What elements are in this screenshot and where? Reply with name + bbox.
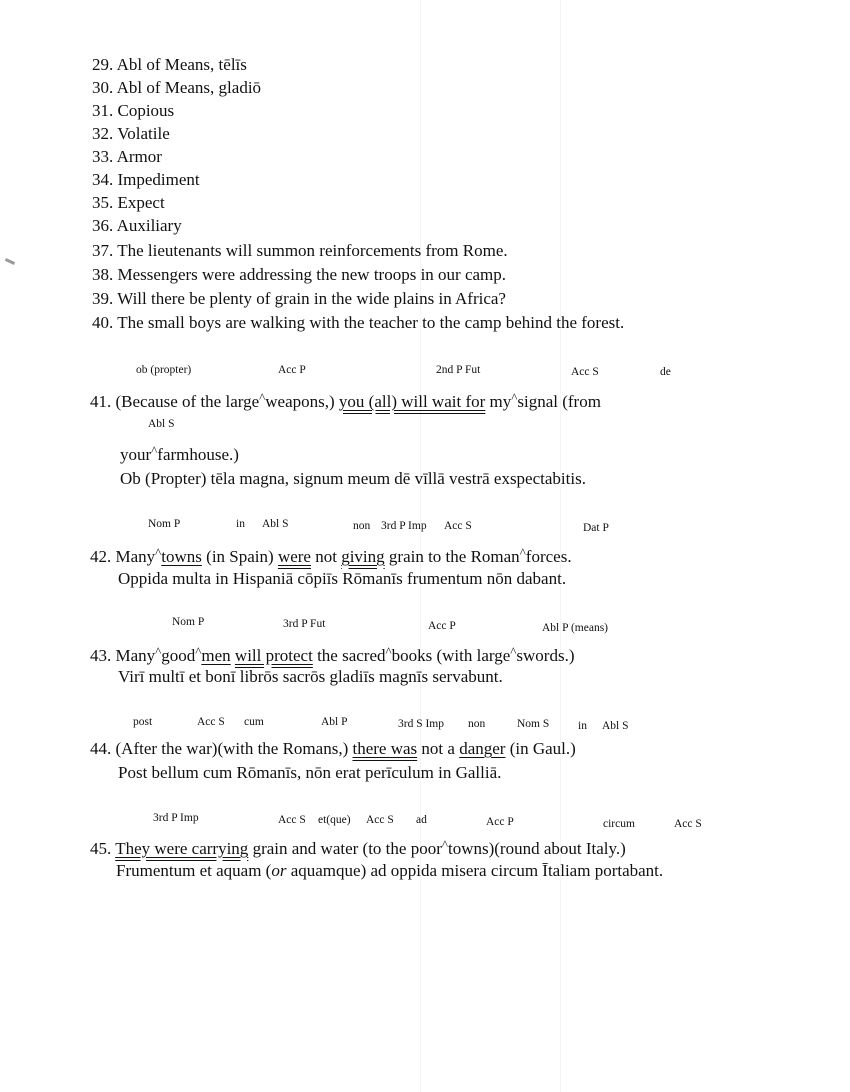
text-span: 33. (92, 147, 114, 166)
list-item (92, 288, 506, 310)
caret-mark: ^ (385, 644, 392, 659)
verb-underline: were (277, 547, 311, 566)
verb-underline: They were carrying (115, 839, 249, 858)
grammar-annotation: Acc S (571, 366, 599, 378)
text-span: farmhouse.) (157, 445, 239, 464)
list-item (92, 146, 162, 168)
text-span: weapons,) (265, 392, 339, 411)
grammar-annotation: Acc S (366, 814, 394, 826)
grammar-annotation: 2nd P Fut (436, 364, 481, 376)
text-span: 39. (92, 289, 114, 308)
text-span: 30. (92, 78, 114, 97)
text-span: 36. (92, 216, 114, 235)
text-span: not a (417, 739, 460, 758)
text-span: the sacred (312, 646, 386, 665)
subject-underline: towns (161, 547, 202, 566)
english-sentence (90, 387, 601, 413)
text-span: not (310, 547, 342, 566)
text-span: Auxiliary (116, 216, 182, 235)
text-span: 42. (90, 547, 112, 566)
grammar-annotation: 3rd P Fut (283, 618, 326, 630)
grammar-annotation: 3rd S Imp (398, 718, 444, 730)
caret-mark: ^ (511, 390, 518, 405)
caret-mark: ^ (155, 545, 162, 560)
grammar-annotation: 3rd P Imp (381, 520, 427, 532)
text-span: grain to the Roman (384, 547, 520, 566)
grammar-annotation: Acc S (197, 716, 225, 728)
verb-underline: will protect (234, 646, 313, 665)
grammar-annotation: Nom P (148, 518, 181, 530)
text-span: grain and water (to the poor (248, 839, 442, 858)
grammar-annotation: post (133, 716, 153, 728)
text-span: my (485, 392, 512, 411)
text-span: 29. (92, 55, 114, 74)
text-span: Frumentum et aquam ( (116, 861, 272, 880)
text-span: 40. (92, 313, 114, 332)
grammar-annotation: ob (propter) (136, 364, 192, 376)
list-item (92, 215, 182, 237)
text-span: (in Gaul.) (505, 739, 576, 758)
caret-mark: ^ (151, 443, 158, 458)
text-span: Impediment (117, 170, 200, 189)
caret-mark: ^ (441, 837, 448, 852)
list-item (92, 77, 261, 99)
text-span: 31. (92, 101, 114, 120)
caret-mark: ^ (155, 644, 162, 659)
text-span: books (with large (391, 646, 511, 665)
caret-mark: ^ (519, 545, 526, 560)
latin-translation: Oppida multa in Hispaniā cōpiīs Rōmanīs frumentum nōn dabant. (118, 569, 567, 588)
grammar-annotation: Acc S (674, 818, 702, 830)
grammar-annotation: non (468, 718, 486, 730)
text-span: (Because of the large (115, 392, 260, 411)
english-sentence (90, 641, 575, 667)
text-span: or (271, 861, 287, 880)
grammar-annotation: de (660, 366, 671, 378)
grammar-annotation: non (353, 520, 371, 532)
text-span: good (161, 646, 196, 665)
list-item (92, 240, 508, 262)
text-span: Armor (116, 147, 162, 166)
text-span: The lieutenants will summon reinforcements from Rome. (117, 241, 508, 260)
grammar-annotation: Acc P (486, 816, 514, 828)
text-span: your (120, 445, 152, 464)
grammar-annotation: Abl S (262, 518, 289, 530)
text-span: 38. (92, 265, 114, 284)
text-span: Many (115, 547, 156, 566)
list-item (92, 264, 506, 286)
subject-underline: men (201, 646, 231, 665)
grammar-annotation: Acc P (428, 620, 456, 632)
text-span: 35. (92, 193, 114, 212)
text-span: 43. (90, 646, 112, 665)
caret-mark: ^ (259, 390, 266, 405)
grammar-annotation: Acc S (444, 520, 472, 532)
text-span: 45. (90, 839, 112, 858)
grammar-annotation: Nom S (517, 718, 550, 730)
text-span: forces. (525, 547, 572, 566)
latin-translation (116, 860, 663, 882)
text-span: Many (115, 646, 156, 665)
text-span: The small boys are walking with the teacher to the camp behind the forest. (117, 313, 625, 332)
english-sentence (90, 738, 576, 760)
verb-underline: you (all) will wait for (338, 392, 486, 411)
text-span: 34. (92, 170, 114, 189)
grammar-annotation: Dat P (583, 522, 609, 534)
grammar-annotation: Nom P (172, 616, 205, 628)
verb-underline: there was (352, 739, 418, 758)
text-span: 37. (92, 241, 114, 260)
text-span: Copious (117, 101, 175, 120)
latin-translation: Ob (Propter) tēla magna, signum meum dē vīllā vestrā exspectabitis. (120, 469, 586, 488)
grammar-annotation: et(que) (318, 814, 351, 826)
text-span: aquamque) ad oppida misera circum Ītaliam portabant. (286, 861, 664, 880)
grammar-annotation: Abl S (148, 418, 175, 430)
caret-mark: ^ (510, 644, 517, 659)
grammar-annotation: Acc P (278, 364, 306, 376)
text-span: 32. (92, 124, 114, 143)
text-span: Abl of Means, tēlīs (116, 55, 247, 74)
grammar-annotation: in (236, 518, 245, 530)
subject-underline: danger (459, 739, 506, 758)
grammar-annotation: Abl S (602, 720, 629, 732)
grammar-annotation: Abl P (means) (542, 622, 609, 634)
grammar-annotation: Acc S (278, 814, 306, 826)
text-span: 41. (90, 392, 112, 411)
text-span: swords.) (516, 646, 575, 665)
latin-translation: Post bellum cum Rōmanīs, nōn erat perīculum in Galliā. (118, 763, 502, 782)
list-item (92, 100, 174, 122)
text-span: Will there be plenty of grain in the wide plains in Africa? (117, 289, 506, 308)
text-span: towns)(round about Italy.) (447, 839, 626, 858)
grammar-annotation: ad (416, 814, 427, 826)
text-span: Volatile (117, 124, 170, 143)
text-span: Expect (117, 193, 165, 212)
caret-mark: ^ (195, 644, 202, 659)
list-item (92, 169, 200, 191)
latin-translation: Virī multī et bonī librōs sacrōs gladiīs magnīs servabunt. (118, 667, 503, 686)
text-span: (in Spain) (201, 547, 278, 566)
text-span: 44. (90, 739, 112, 758)
scan-artifact (5, 258, 15, 265)
verb-underline: giving (341, 547, 385, 566)
grammar-annotation: Abl P (321, 716, 348, 728)
english-sentence (90, 834, 626, 860)
grammar-annotation: cum (244, 716, 264, 728)
english-sentence (90, 542, 572, 568)
grammar-annotation: in (578, 720, 587, 732)
english-sentence-cont (120, 440, 239, 466)
list-item (92, 192, 165, 214)
text-span: signal (from (517, 392, 601, 411)
grammar-annotation: circum (603, 818, 635, 830)
grammar-annotation: 3rd P Imp (153, 812, 199, 824)
text-span: Abl of Means, gladiō (116, 78, 262, 97)
list-item (92, 312, 624, 334)
list-item (92, 123, 170, 145)
text-span: Messengers were addressing the new troops in our camp. (117, 265, 507, 284)
text-span: (After the war)(with the Romans,) (115, 739, 353, 758)
list-item (92, 54, 247, 76)
